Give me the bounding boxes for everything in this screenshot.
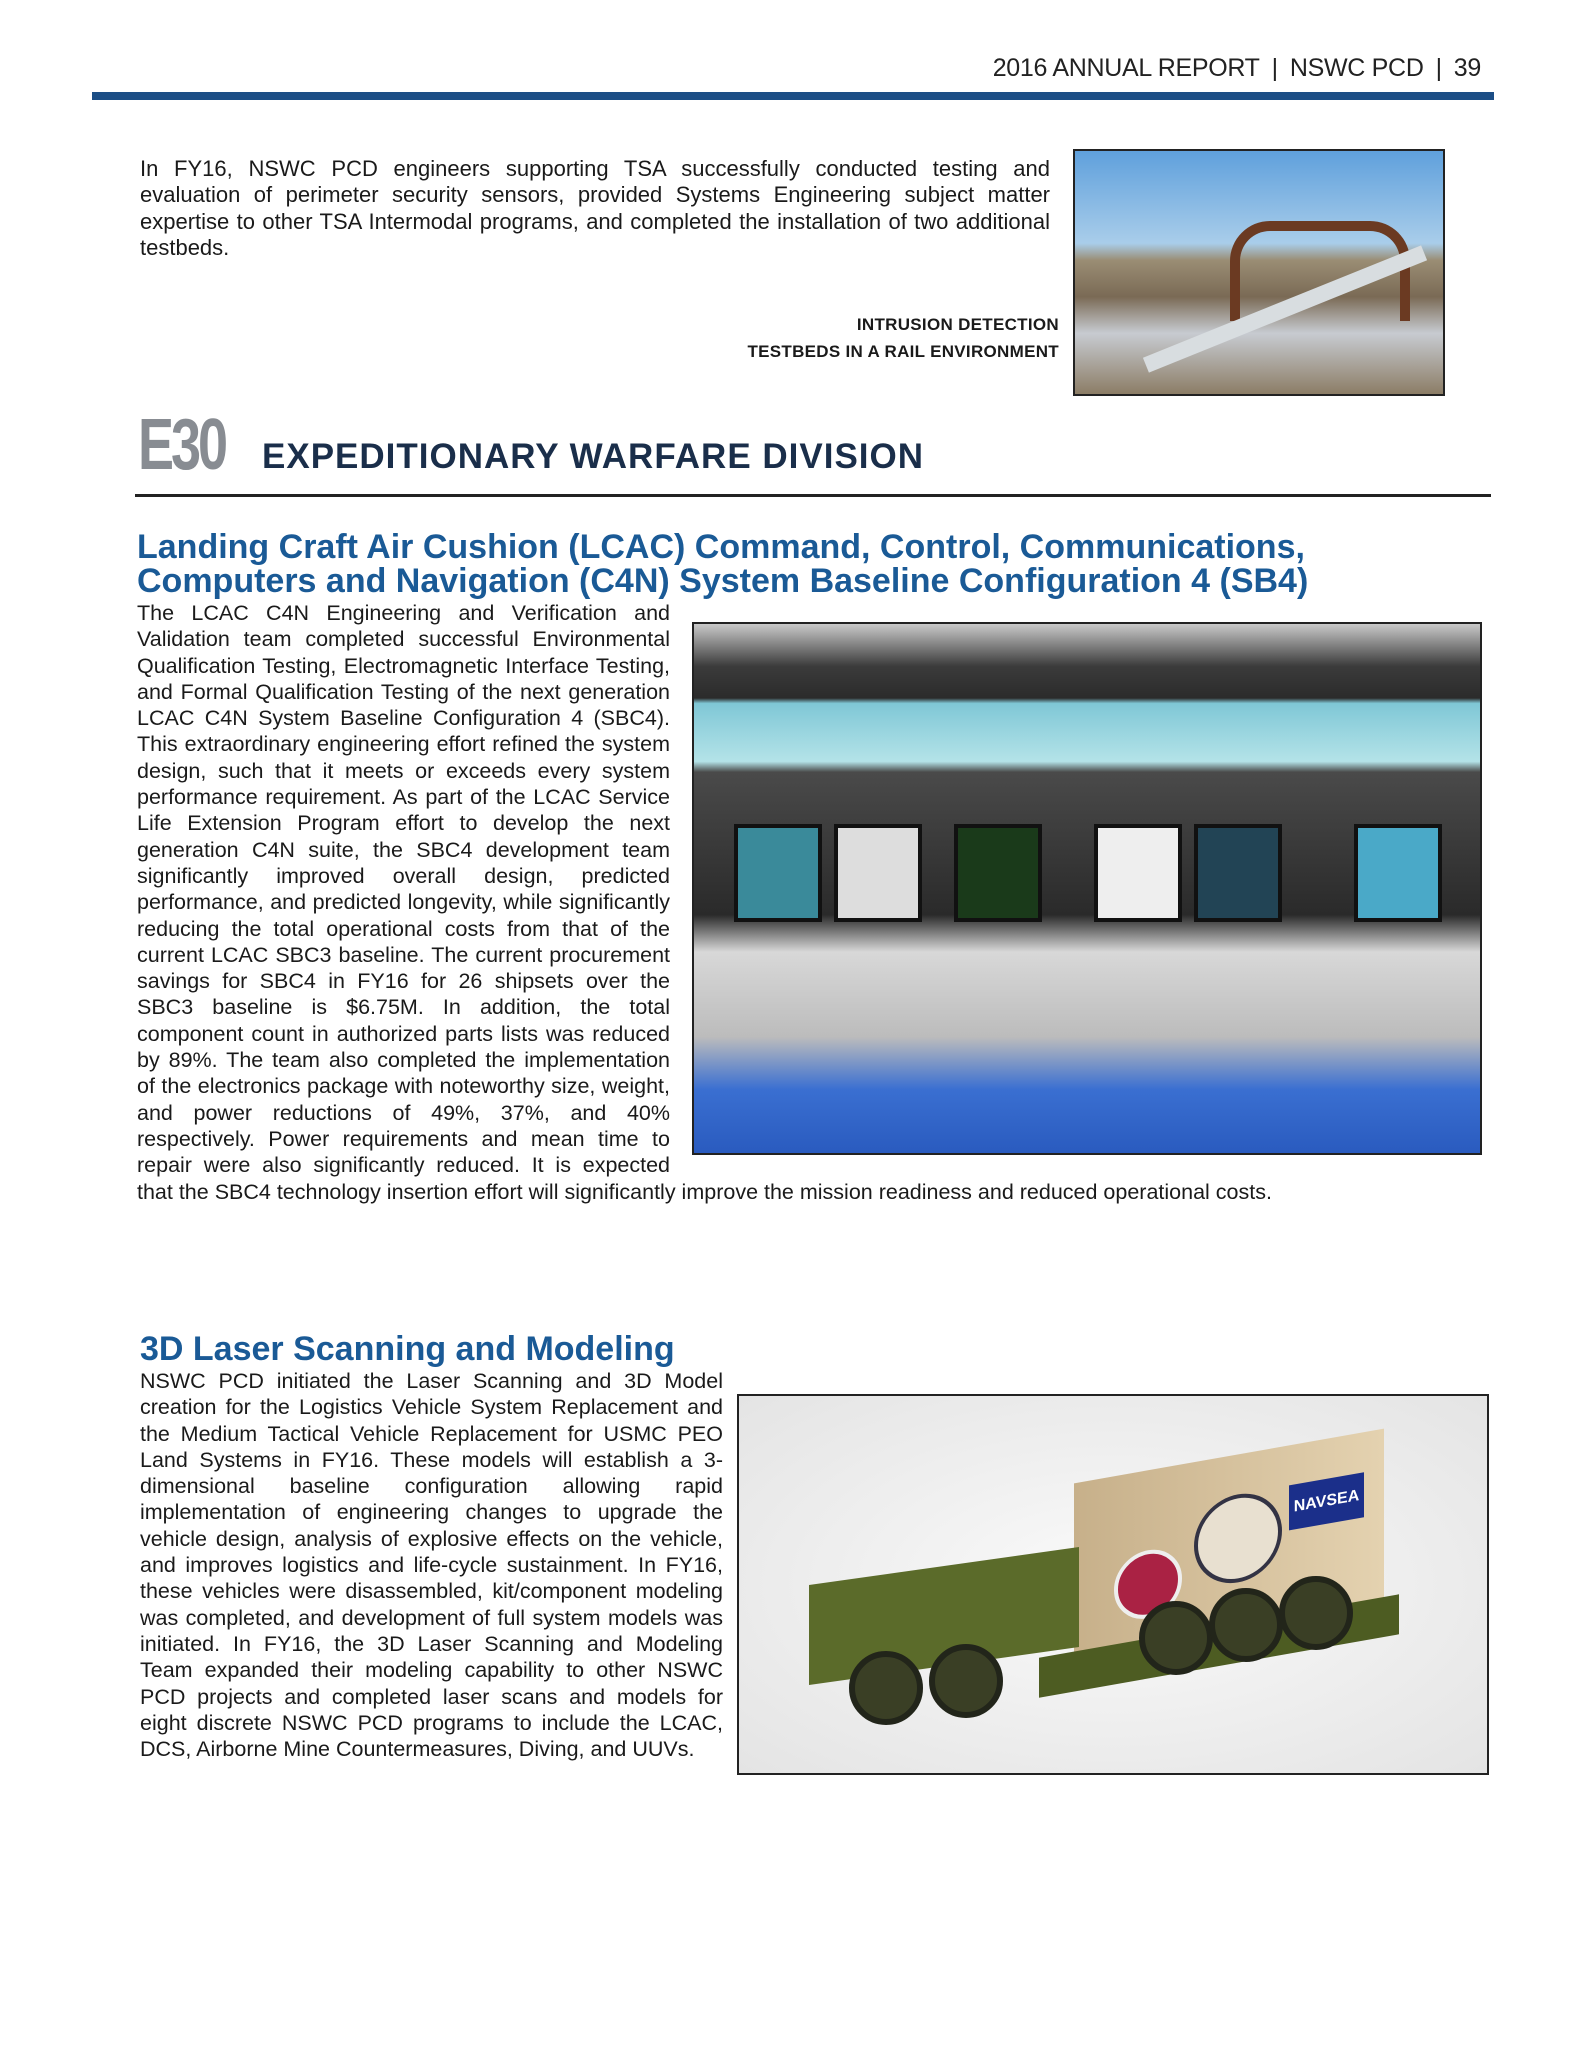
display-screen <box>954 824 1042 922</box>
rail-bridge-photo <box>1073 149 1445 396</box>
caption-line: INTRUSION DETECTION <box>856 315 1059 334</box>
display-screen <box>1354 824 1442 922</box>
emblem-icon <box>1194 1487 1282 1591</box>
page-header <box>987 54 1487 83</box>
header-rule <box>92 92 1494 100</box>
wheel <box>1279 1576 1353 1650</box>
page-number: 39 <box>1453 54 1481 82</box>
intro-paragraph: In FY16, NSWC PCD engineers supporting TSA successfully conducted testing and evaluation of perimeter security sensors, provided Systems Engineering subject matter expertise to other TSA Intermodal programs, and completed the installation of two additional testbeds. <box>140 156 1050 260</box>
lcac-body <box>137 600 1482 1205</box>
lcac-section <box>137 530 1489 1205</box>
wheel <box>929 1644 1003 1718</box>
wheel <box>1139 1601 1213 1675</box>
section-rule <box>135 494 1491 497</box>
display-screen <box>1194 824 1282 922</box>
division-title: EXPEDITIONARY WARFARE DIVISION <box>262 437 925 476</box>
photo-caption <box>747 311 1059 365</box>
navsea-logo: NAVSEA <box>1289 1472 1364 1530</box>
wheel <box>1209 1588 1283 1662</box>
division-code: E30 <box>138 405 226 485</box>
truck-model-image <box>737 1394 1489 1775</box>
separator: | <box>1435 54 1442 82</box>
report-title: 2016 ANNUAL REPORT <box>992 54 1260 82</box>
laser-heading: 3D Laser Scanning and Modeling <box>140 1330 675 1368</box>
display-screen <box>834 824 922 922</box>
separator: | <box>1271 54 1278 82</box>
org-name: NSWC PCD <box>1289 54 1424 82</box>
display-screen <box>734 824 822 922</box>
lcac-body-text: The LCAC C4N Engineering and Verification and Validation team completed successful Environmental Qualification Testing, Electromagnetic Interface Testing, and Formal Qualification Testing of the next generation LCAC C4N System Baseline Configuration 4 (SBC4). This extraordinary engineering effort refined the system design, such that it meets or exceeds every system performance requirement. As part of the LCAC Service Life Extension Program effort to develop the next generation C4N suite, the SBC4 development team significantly improved overall design, predicted performance, and predicted longevity, while significantly reducing the total operational costs from that of the current LCAC SBC3 baseline. The current procurement savings for SBC4 in FY16 for 26 shipsets over the SBC3 baseline is $6.75M. In addition, the total component count in authorized parts lists was reduced by 89%. The team also completed the implementation of the electronics package with noteworthy size, weight, and power reductions of 49%, 37%, and 40% respectively. Power requirements and mean time to repair were also significantly reduced. It is expected that the SBC4 technology insertion effort will significantly improve the mission readiness and reduced operational costs. <box>137 601 1272 1204</box>
display-screen <box>1094 824 1182 922</box>
lcac-heading: Landing Craft Air Cushion (LCAC) Command, Control, Communications, Computers and Navigation (C4N) System Baseline Configuration 4 (SB4) <box>137 528 1309 600</box>
wheel <box>849 1651 923 1725</box>
lcac-cockpit-photo <box>692 622 1482 1155</box>
caption-line: TESTBEDS IN A RAIL ENVIRONMENT <box>747 342 1059 361</box>
laser-body: NSWC PCD initiated the Laser Scanning and 3D Model creation for the Logistics Vehicle System Replacement and the Medium Tactical Vehicle Replacement for USMC PEO Land Systems in FY16. These models will establish a 3-dimensional baseline configuration allowing rapid implementation of engineering changes to upgrade the vehicle design, analysis of explosive effects on the vehicle, and improves logistics and life-cycle sustainment. In FY16, these vehicles were disassembled, kit/component modeling was completed, and development of full system models was initiated. In FY16, the 3D Laser Scanning and Modeling Team expanded their modeling capability to other NSWC PCD projects and completed laser scans and models for eight discrete NSWC PCD programs to include the LCAC, DCS, Airborne Mine Countermeasures, Diving, and UUVs. <box>140 1369 723 1762</box>
